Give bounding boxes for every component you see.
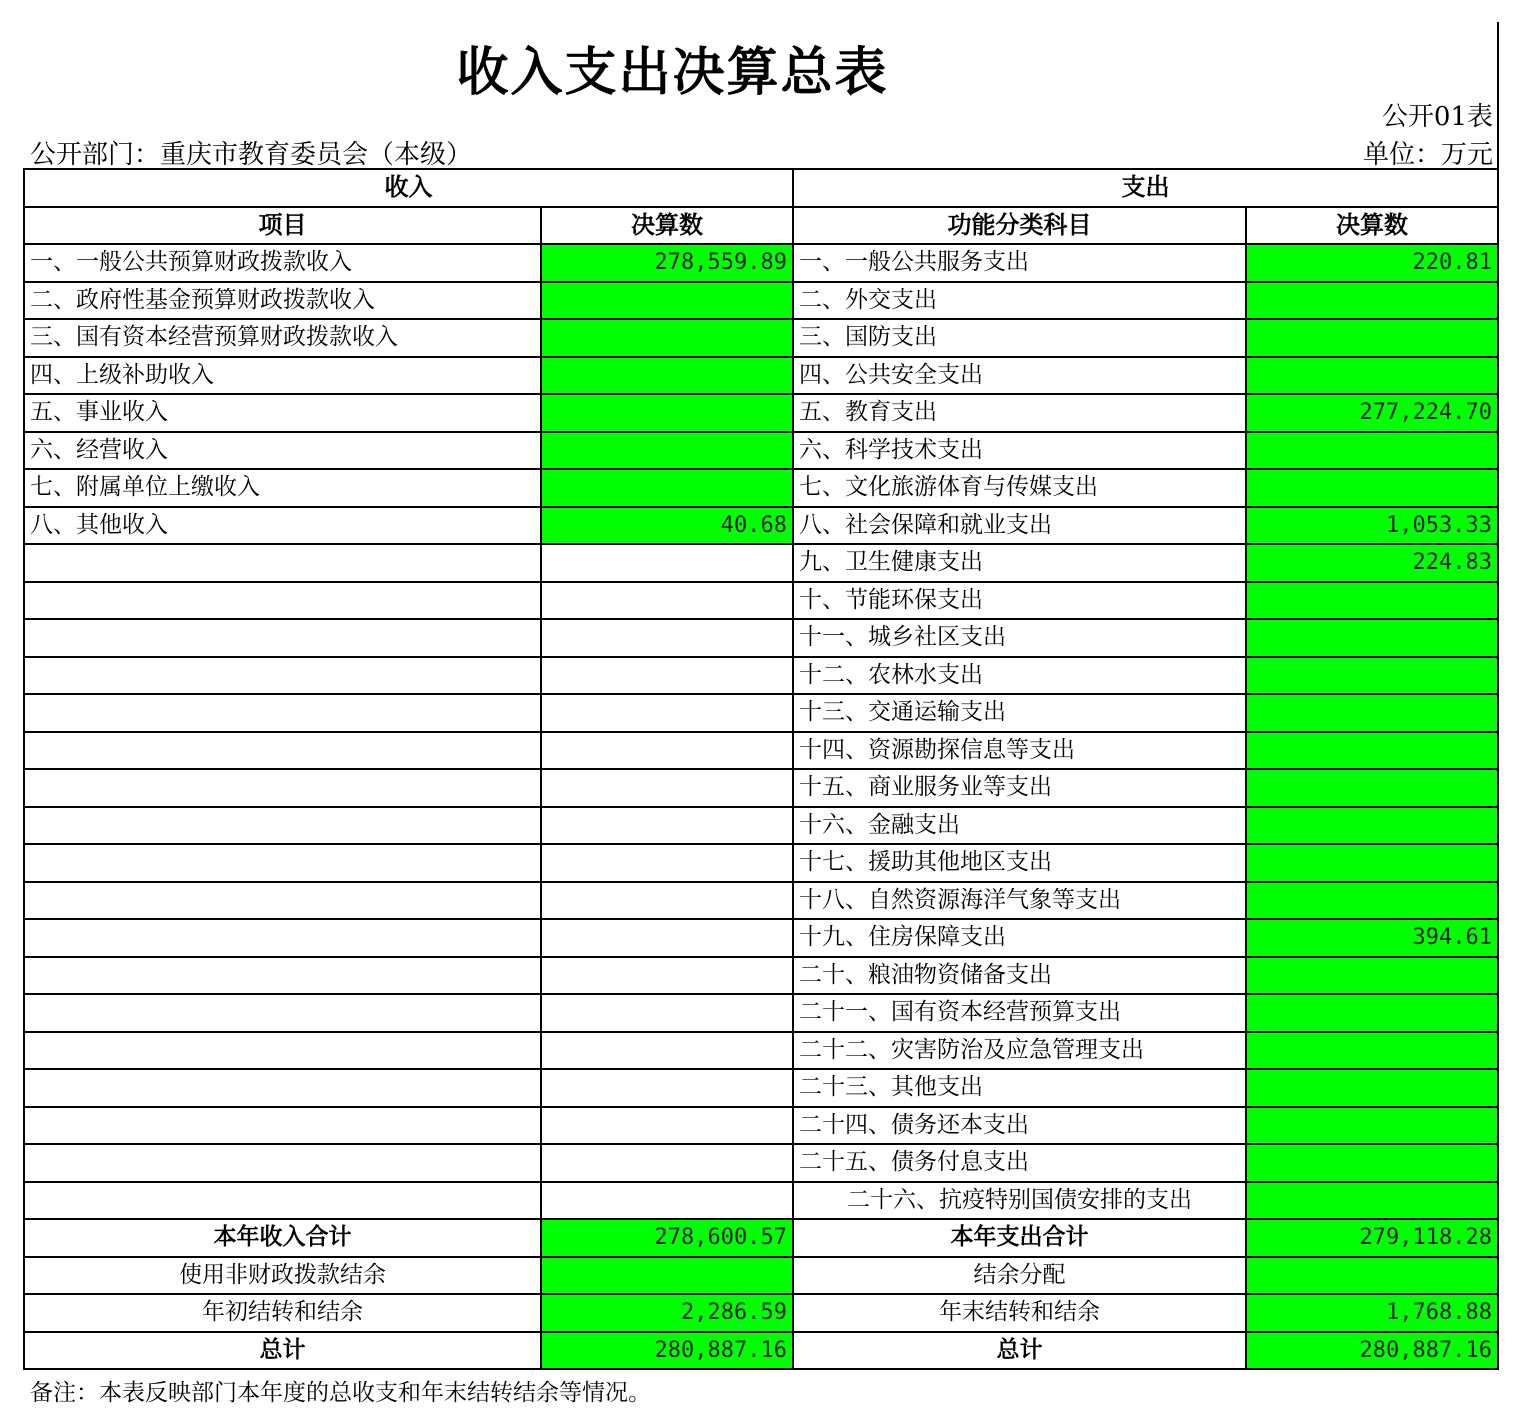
income-amount-cell: 278,559.89: [541, 244, 793, 282]
total-row: [24, 1332, 1498, 1370]
expense-total-label: 总计: [793, 1332, 1246, 1370]
form-number: 公开01表: [1381, 102, 1493, 132]
income-item-cell: 四、上级补助收入: [24, 357, 541, 395]
sheet-edge-line: [1497, 22, 1499, 170]
income-item-cell: [24, 732, 541, 770]
income-amount-cell: [541, 469, 793, 507]
expense-amount-cell: [1246, 657, 1498, 695]
income-amount-cell: [541, 1069, 793, 1107]
expense-amount-cell: 220.81: [1246, 244, 1498, 282]
income-total-amount: [541, 1257, 793, 1295]
header-amount: 决算数: [541, 207, 793, 245]
income-item-cell: [24, 919, 541, 957]
header-expense: 支出: [793, 169, 1498, 207]
expense-item-cell: 十八、自然资源海洋气象等支出: [793, 882, 1246, 920]
table-row: [24, 1069, 1498, 1107]
expense-total-label: 结余分配: [793, 1257, 1246, 1295]
expense-item-cell: 十二、农林水支出: [793, 657, 1246, 695]
income-item-cell: [24, 769, 541, 807]
income-amount-cell: [541, 357, 793, 395]
income-amount-cell: [541, 957, 793, 995]
expense-amount-cell: 394.61: [1246, 919, 1498, 957]
income-item-cell: [24, 544, 541, 582]
expense-item-cell: 二十五、债务付息支出: [793, 1144, 1246, 1182]
table-row: [24, 957, 1498, 995]
expense-item-cell: 十七、援助其他地区支出: [793, 844, 1246, 882]
income-amount-cell: [541, 657, 793, 695]
department-label: 公开部门：重庆市教育委员会（本级）: [30, 140, 473, 170]
income-item-cell: 一、一般公共预算财政拨款收入: [24, 244, 541, 282]
income-item-cell: 五、事业收入: [24, 394, 541, 432]
table-row: [24, 882, 1498, 920]
table-row: [24, 507, 1498, 545]
expense-item-cell: 十五、商业服务业等支出: [793, 769, 1246, 807]
income-amount-cell: [541, 769, 793, 807]
income-amount-cell: [541, 882, 793, 920]
income-amount-cell: [541, 807, 793, 845]
income-item-cell: [24, 807, 541, 845]
table-row: [24, 1107, 1498, 1145]
income-total-amount: 280,887.16: [541, 1332, 793, 1370]
table-row: [24, 1144, 1498, 1182]
income-item-cell: [24, 1069, 541, 1107]
expense-total-label: 本年支出合计: [793, 1219, 1246, 1257]
expense-amount-cell: [1246, 1032, 1498, 1070]
expense-item-cell: 十六、金融支出: [793, 807, 1246, 845]
expense-item-cell: 二十四、债务还本支出: [793, 1107, 1246, 1145]
income-amount-cell: [541, 994, 793, 1032]
income-amount-cell: [541, 919, 793, 957]
income-amount-cell: [541, 1144, 793, 1182]
income-item-cell: 三、国有资本经营预算财政拨款收入: [24, 319, 541, 357]
income-amount-cell: [541, 619, 793, 657]
table-row: [24, 582, 1498, 620]
income-amount-cell: [541, 282, 793, 320]
income-amount-cell: [541, 582, 793, 620]
expense-item-cell: 二十一、国有资本经营预算支出: [793, 994, 1246, 1032]
expense-item-cell: 四、公共安全支出: [793, 357, 1246, 395]
expense-item-cell: 二、外交支出: [793, 282, 1246, 320]
income-item-cell: [24, 582, 541, 620]
expense-total-amount: 279,118.28: [1246, 1219, 1498, 1257]
table-row: [24, 807, 1498, 845]
income-amount-cell: [541, 432, 793, 470]
expense-amount-cell: [1246, 807, 1498, 845]
income-item-cell: 八、其他收入: [24, 507, 541, 545]
total-row: [24, 1294, 1498, 1332]
income-total-label: 年初结转和结余: [24, 1294, 541, 1332]
expense-item-cell: 十四、资源勘探信息等支出: [793, 732, 1246, 770]
income-total-label: 总计: [24, 1332, 541, 1370]
table-row: [24, 994, 1498, 1032]
income-amount-cell: [541, 1182, 793, 1220]
table-header-row: [24, 207, 1498, 245]
income-item-cell: [24, 694, 541, 732]
income-item-cell: 六、经营收入: [24, 432, 541, 470]
expense-item-cell: 三、国防支出: [793, 319, 1246, 357]
expense-amount-cell: 224.83: [1246, 544, 1498, 582]
expense-total-amount: 280,887.16: [1246, 1332, 1498, 1370]
table-row: [24, 732, 1498, 770]
expense-item-cell: 十一、城乡社区支出: [793, 619, 1246, 657]
unit-label: 单位：万元: [1362, 140, 1493, 170]
expense-item-cell: 十三、交通运输支出: [793, 694, 1246, 732]
table-row: [24, 357, 1498, 395]
summary-table: [23, 168, 1499, 1370]
income-item-cell: 二、政府性基金预算财政拨款收入: [24, 282, 541, 320]
table-row: [24, 394, 1498, 432]
income-amount-cell: 40.68: [541, 507, 793, 545]
total-row: [24, 1219, 1498, 1257]
expense-amount-cell: [1246, 1144, 1498, 1182]
expense-amount-cell: [1246, 957, 1498, 995]
table-row: [24, 1032, 1498, 1070]
expense-item-cell: 二十六、抗疫特别国债安排的支出: [793, 1182, 1246, 1220]
expense-amount-cell: [1246, 844, 1498, 882]
table-row: [24, 769, 1498, 807]
table-row: [24, 844, 1498, 882]
expense-amount-cell: [1246, 994, 1498, 1032]
expense-amount-cell: [1246, 1069, 1498, 1107]
expense-amount-cell: [1246, 469, 1498, 507]
total-row: [24, 1257, 1498, 1295]
table-row: [24, 694, 1498, 732]
expense-item-cell: 二十三、其他支出: [793, 1069, 1246, 1107]
expense-item-cell: 六、科学技术支出: [793, 432, 1246, 470]
income-amount-cell: [541, 319, 793, 357]
footnote: 备注：本表反映部门本年度的总收支和年末结转结余等情况。: [30, 1380, 651, 1406]
header-item: 项目: [24, 207, 541, 245]
expense-item-cell: 十九、住房保障支出: [793, 919, 1246, 957]
expense-amount-cell: [1246, 282, 1498, 320]
table-row: [24, 469, 1498, 507]
income-total-amount: 2,286.59: [541, 1294, 793, 1332]
expense-amount-cell: 1,053.33: [1246, 507, 1498, 545]
table-row: [24, 657, 1498, 695]
income-amount-cell: [541, 1107, 793, 1145]
expense-item-cell: 八、社会保障和就业支出: [793, 507, 1246, 545]
header-amount-2: 决算数: [1246, 207, 1498, 245]
expense-amount-cell: 277,224.70: [1246, 394, 1498, 432]
expense-item-cell: 二十、粮油物资储备支出: [793, 957, 1246, 995]
expense-item-cell: 七、文化旅游体育与传媒支出: [793, 469, 1246, 507]
income-item-cell: [24, 619, 541, 657]
income-amount-cell: [541, 732, 793, 770]
header-income: 收入: [24, 169, 793, 207]
expense-total-amount: [1246, 1257, 1498, 1295]
income-amount-cell: [541, 544, 793, 582]
expense-total-label: 年末结转和结余: [793, 1294, 1246, 1332]
income-item-cell: [24, 844, 541, 882]
expense-amount-cell: [1246, 619, 1498, 657]
income-item-cell: [24, 1182, 541, 1220]
header-func-class: 功能分类科目: [793, 207, 1246, 245]
table-row: [24, 919, 1498, 957]
income-total-label: 使用非财政拨款结余: [24, 1257, 541, 1295]
expense-item-cell: 十、节能环保支出: [793, 582, 1246, 620]
expense-item-cell: 二十二、灾害防治及应急管理支出: [793, 1032, 1246, 1070]
table-header-group-row: [24, 169, 1498, 207]
expense-amount-cell: [1246, 357, 1498, 395]
expense-amount-cell: [1246, 769, 1498, 807]
expense-amount-cell: [1246, 1107, 1498, 1145]
income-item-cell: [24, 994, 541, 1032]
table-row: [24, 1182, 1498, 1220]
income-item-cell: [24, 882, 541, 920]
table-row: [24, 619, 1498, 657]
income-total-label: 本年收入合计: [24, 1219, 541, 1257]
income-amount-cell: [541, 1032, 793, 1070]
income-item-cell: [24, 1144, 541, 1182]
income-item-cell: [24, 957, 541, 995]
expense-amount-cell: [1246, 882, 1498, 920]
expense-amount-cell: [1246, 582, 1498, 620]
income-amount-cell: [541, 844, 793, 882]
income-amount-cell: [541, 394, 793, 432]
income-amount-cell: [541, 694, 793, 732]
expense-amount-cell: [1246, 319, 1498, 357]
income-item-cell: [24, 657, 541, 695]
table-row: [24, 282, 1498, 320]
table-row: [24, 432, 1498, 470]
expense-amount-cell: [1246, 732, 1498, 770]
income-item-cell: [24, 1107, 541, 1145]
expense-amount-cell: [1246, 694, 1498, 732]
table-row: [24, 319, 1498, 357]
income-item-cell: 七、附属单位上缴收入: [24, 469, 541, 507]
income-total-amount: 278,600.57: [541, 1219, 793, 1257]
expense-total-amount: 1,768.88: [1246, 1294, 1498, 1332]
income-item-cell: [24, 1032, 541, 1070]
expense-item-cell: 一、一般公共服务支出: [793, 244, 1246, 282]
table-row: [24, 244, 1498, 282]
expense-amount-cell: [1246, 1182, 1498, 1220]
expense-amount-cell: [1246, 432, 1498, 470]
table-row: [24, 544, 1498, 582]
expense-item-cell: 九、卫生健康支出: [793, 544, 1246, 582]
page-title: 收入支出决算总表: [456, 43, 889, 103]
expense-item-cell: 五、教育支出: [793, 394, 1246, 432]
